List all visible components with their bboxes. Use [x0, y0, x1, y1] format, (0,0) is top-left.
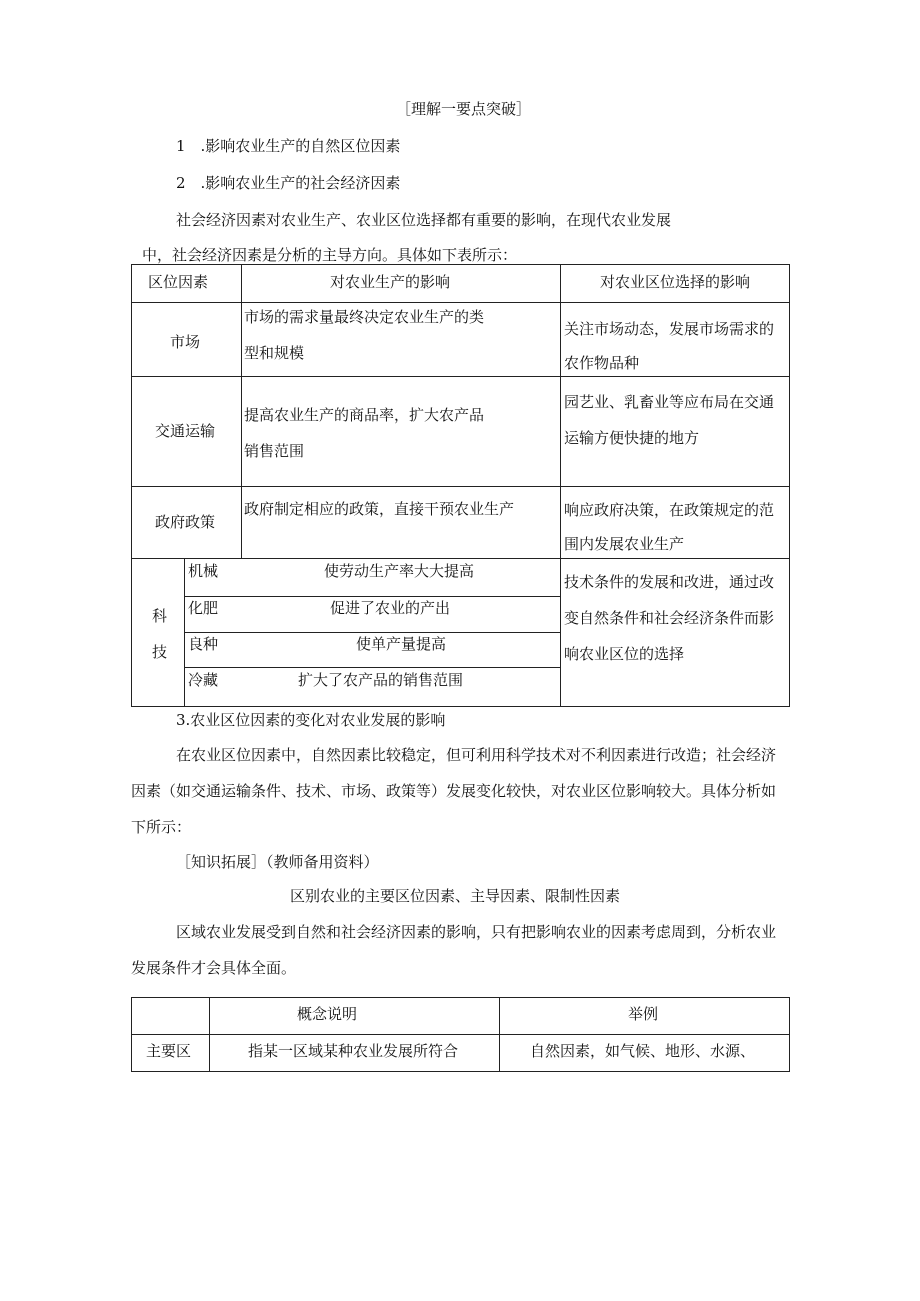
paragraph-2-line-2: 因素（如交通运输条件、技术、市场、政策等）发展变化较快，对农业区位影响较大。具体分析如	[131, 782, 777, 800]
tech-effect-refrigeration: 扩大了农产品的销售范围	[298, 671, 464, 689]
header-location-choice: 对农业区位选择的影响	[600, 273, 751, 291]
tech-sub-machinery: 机械	[188, 562, 219, 580]
item-1: 1 .影响农业生产的自然区位因素	[176, 137, 401, 155]
paragraph-2-line-3: 下所示：	[131, 818, 192, 836]
market-factor: 市场	[170, 333, 201, 351]
transport-effect-line-1: 提高农业生产的商品率，扩大农产品	[244, 406, 485, 424]
header-factor: 区位因素	[148, 273, 209, 291]
knowledge-tag: ［知识拓展］（教师备用资料）	[176, 853, 379, 871]
market-effect-line-2: 型和规模	[244, 344, 305, 362]
tech-effect-fertilizer: 促进了农业的产出	[330, 599, 451, 617]
table2-row1-term: 主要区	[146, 1042, 192, 1060]
tech-choice-line-1: 技术条件的发展和改进，通过改	[564, 573, 775, 591]
paragraph-1-line-1: 社会经济因素对农业生产、农业区位选择都有重要的影响，在现代农业发展	[176, 211, 672, 229]
table2-row1-concept: 指某一区域某种农业发展所符合	[248, 1042, 459, 1060]
tech-choice-line-2: 变自然条件和社会经济条件而影	[564, 609, 775, 627]
policy-choice-line-2: 围内发展农业生产	[564, 535, 685, 553]
paragraph-1-line-2: 中，社会经济因素是分析的主导方向。具体如下表所示：	[142, 246, 518, 264]
section-title: ［理解一要点突破］	[396, 100, 532, 118]
tech-sub-refrigeration: 冷藏	[188, 671, 219, 689]
transport-choice-line-2: 运输方便快捷的地方	[564, 429, 700, 447]
paragraph-3-line-2: 发展条件才会具体全面。	[131, 959, 297, 977]
tech-sub-fertilizer: 化肥	[188, 599, 219, 617]
policy-factor: 政府政策	[155, 513, 216, 531]
policy-effect-line-1: 政府制定相应的政策，直接干预农业生产	[244, 500, 515, 518]
transport-factor: 交通运输	[155, 422, 216, 440]
item-3: 3.农业区位因素的变化对农业发展的影响	[176, 711, 446, 729]
market-choice-line-1: 关注市场动态，发展市场需求的	[564, 320, 775, 338]
table2-header-example: 举例	[628, 1005, 659, 1023]
tech-choice-line-3: 响农业区位的选择	[564, 645, 685, 663]
table2-row1-example: 自然因素，如气候、地形、水源、	[530, 1042, 756, 1060]
tech-sub-seed: 良种	[188, 635, 219, 653]
paragraph-3-line-1: 区域农业发展受到自然和社会经济因素的影响，只有把影响农业的因素考虑周到，分析农业	[176, 923, 777, 941]
table2-header-concept: 概念说明	[297, 1005, 358, 1023]
transport-choice-line-1: 园艺业、乳畜业等应布局在交通	[564, 393, 775, 411]
tech-factor-char-1: 科	[152, 607, 168, 625]
paragraph-2-line-1: 在农业区位因素中，自然因素比较稳定，但可利用科学技术对不利因素进行改造；社会经济	[176, 746, 777, 764]
item-2: 2 .影响农业生产的社会经济因素	[176, 174, 401, 192]
transport-effect-line-2: 销售范围	[244, 442, 305, 460]
policy-choice-line-1: 响应政府决策，在政策规定的范	[564, 501, 775, 519]
tech-effect-seed: 使单产量提高	[356, 635, 447, 653]
header-production-effect: 对农业生产的影响	[330, 273, 451, 291]
subtitle-2: 区别农业的主要区位因素、主导因素、限制性因素	[290, 887, 621, 905]
tech-effect-machinery: 使劳动生产率大大提高	[324, 562, 475, 580]
tech-factor-char-2: 技	[152, 643, 168, 661]
market-choice-line-2: 农作物品种	[564, 354, 640, 372]
market-effect-line-1: 市场的需求量最终决定农业生产的类	[244, 308, 485, 326]
